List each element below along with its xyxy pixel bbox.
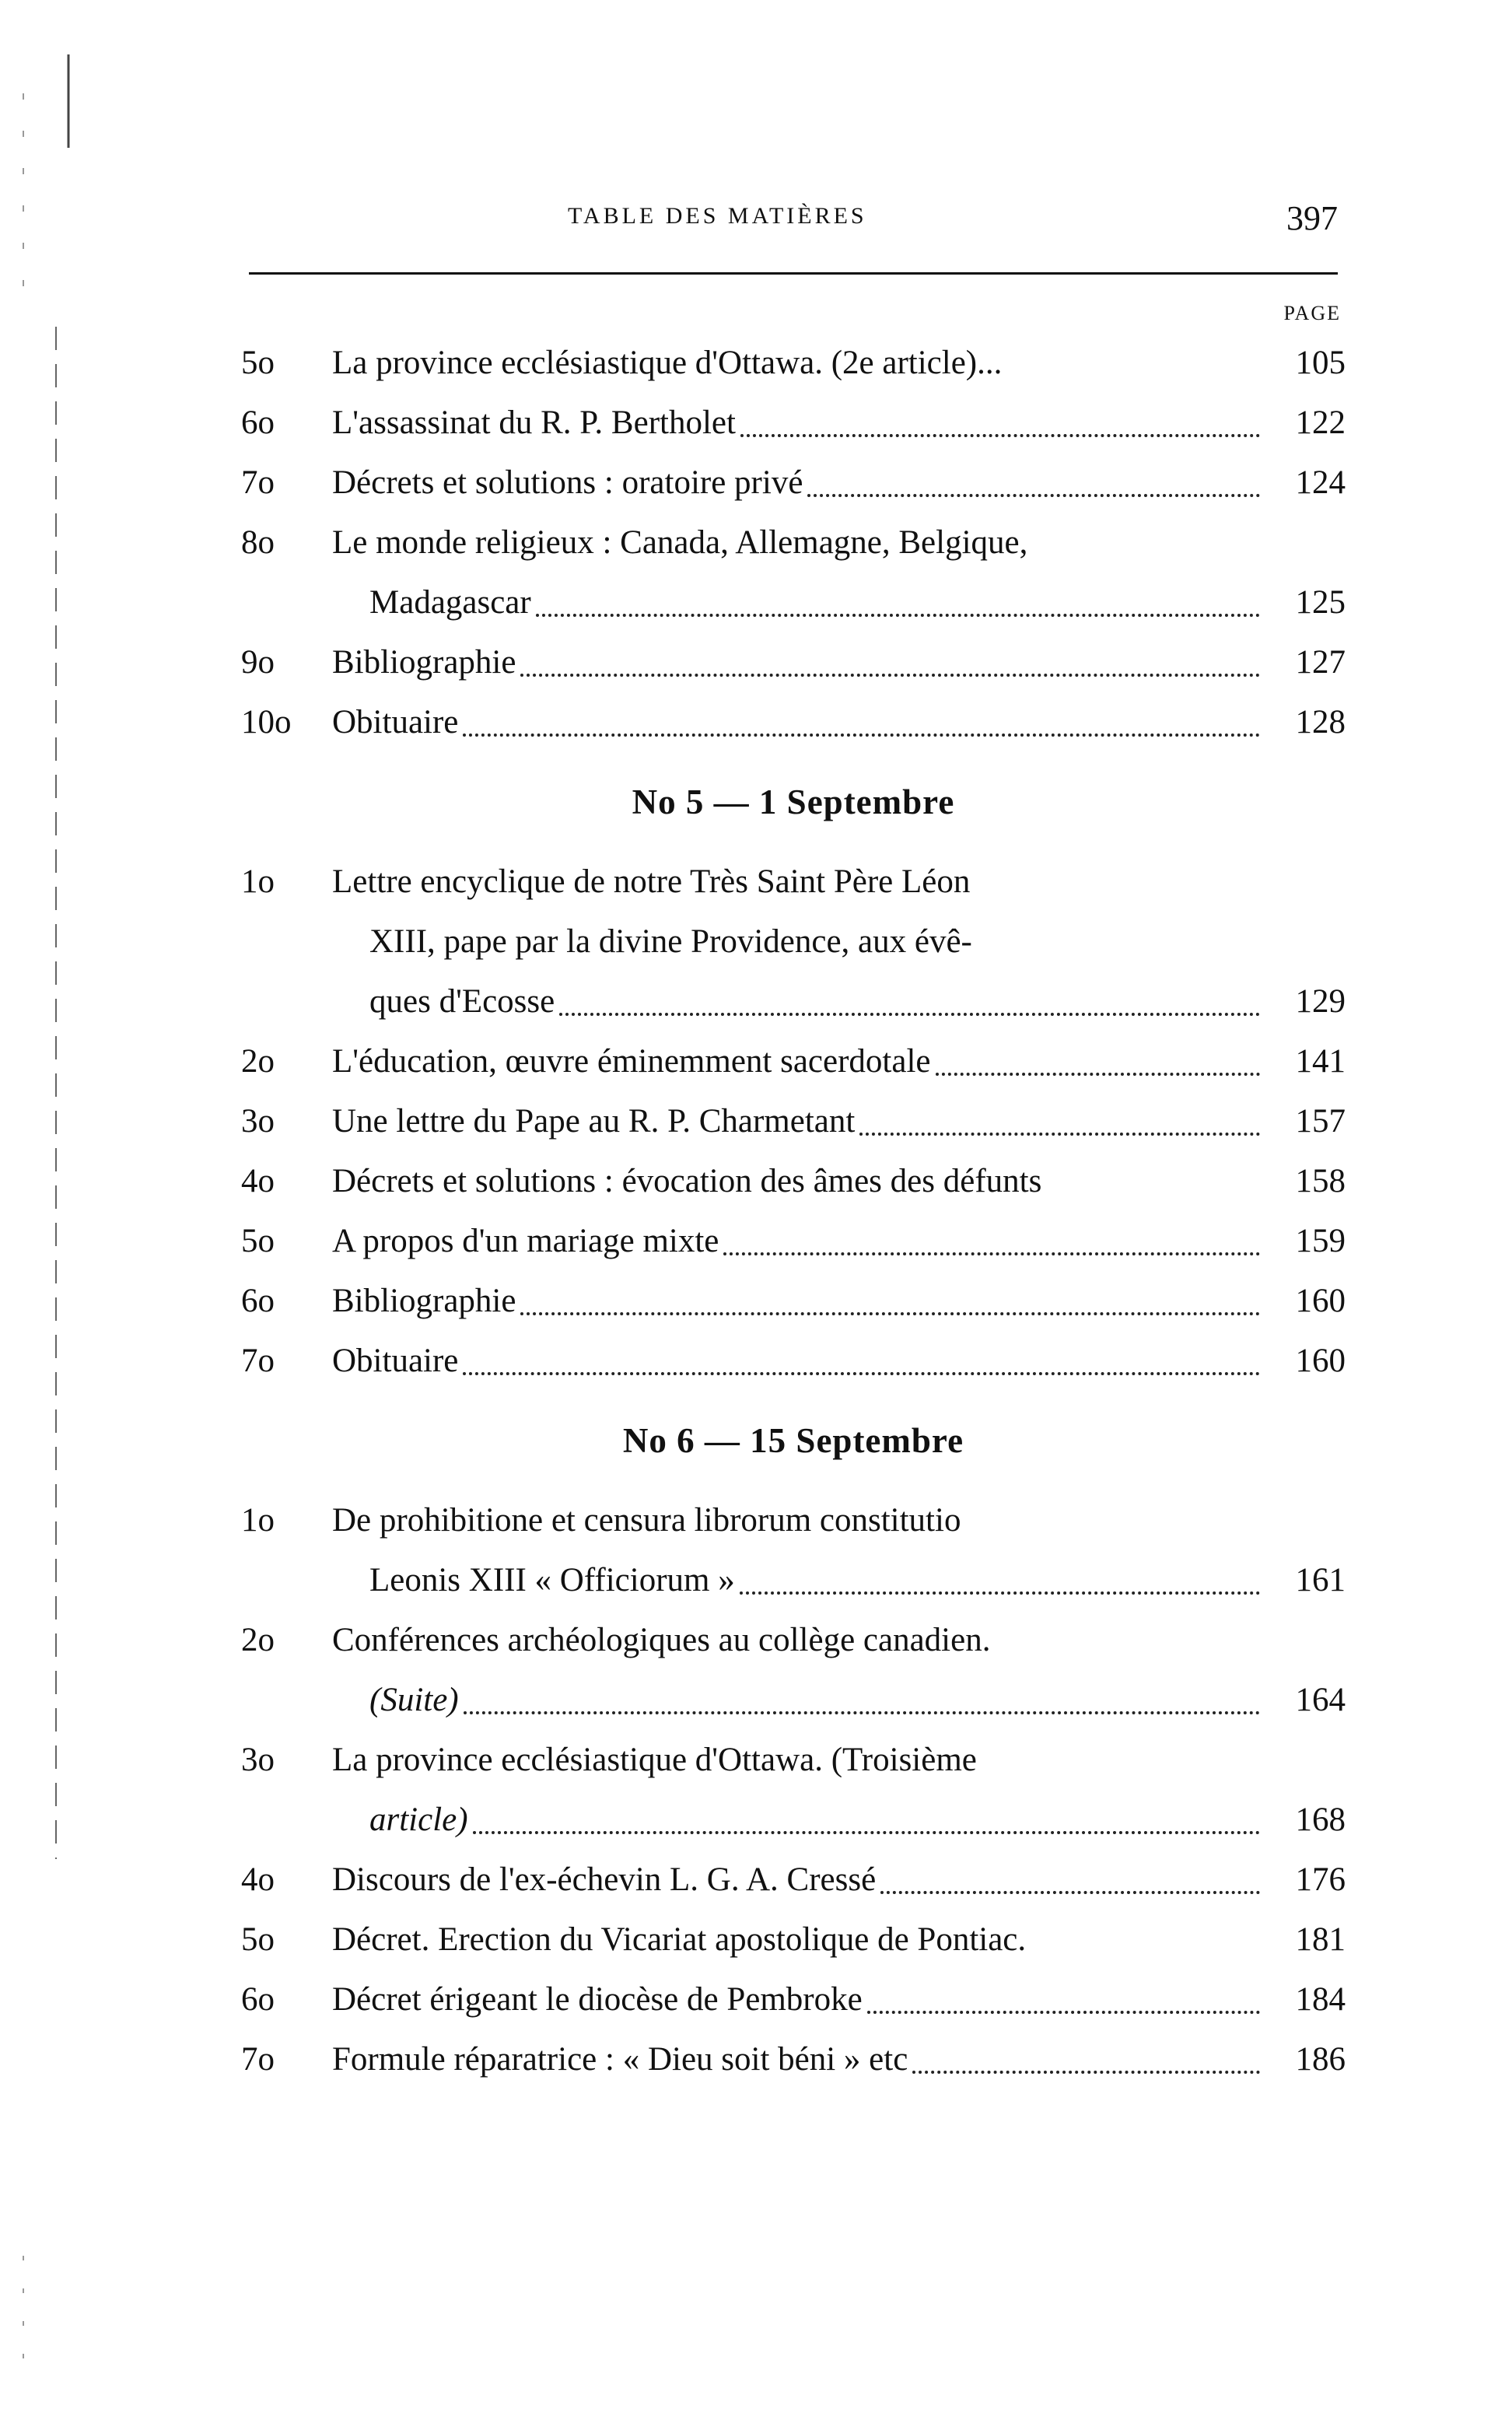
entry-number: 7o	[241, 2041, 275, 2078]
toc-entry-line	[241, 1031, 1346, 1091]
dot-leader	[463, 734, 1260, 737]
entry-number: 7o	[241, 1343, 275, 1379]
entry-number: 10o	[241, 704, 292, 741]
toc-entry-line	[241, 1151, 1346, 1211]
entry-page-number: 157	[1295, 1103, 1346, 1140]
page-number: 397	[1286, 199, 1338, 237]
entry-page-number: 161	[1295, 1562, 1346, 1598]
dot-leader	[723, 1252, 1260, 1255]
entry-title: article)	[369, 1801, 468, 1838]
gutter-marks	[0, 0, 70, 2409]
toc-entry-line	[241, 912, 1346, 972]
entry-page-number: 181	[1295, 1921, 1346, 1958]
entry-page-number: 128	[1295, 704, 1346, 741]
entry-title: Discours de l'ex-échevin L. G. A. Cressé	[332, 1861, 877, 1898]
dot-leader	[520, 1312, 1260, 1315]
entry-title: Bibliographie	[332, 1283, 516, 1319]
toc-entry-line	[241, 1850, 1346, 1910]
entry-number: 6o	[241, 1981, 275, 2018]
running-title: TABLE DES MATIÈRES	[568, 203, 867, 229]
entry-page-number: 158	[1295, 1163, 1346, 1199]
entry-number: 6o	[241, 1283, 275, 1319]
entry-title: Décret. Erection du Vicariat apostolique de Pontiac.	[332, 1921, 1027, 1958]
entry-number: 5o	[241, 1921, 275, 1958]
section-heading-no6: No 6 — 15 Septembre	[622, 1421, 964, 1460]
dot-leader	[463, 1372, 1260, 1375]
entry-title: Leonis XIII « Officiorum »	[369, 1562, 735, 1598]
toc-entry-line	[241, 333, 1346, 393]
toc-entry-line	[241, 1610, 1346, 1670]
entry-title: Décrets et solutions : oratoire privé	[332, 464, 803, 501]
entry-page-number: 186	[1295, 2041, 1346, 2078]
entry-title: L'éducation, œuvre éminemment sacerdotale	[332, 1043, 931, 1080]
entry-title: Le monde religieux : Canada, Allemagne, Belgique,	[332, 524, 1028, 561]
entry-title: Décret érigeant le diocèse de Pembroke	[332, 1981, 863, 2018]
toc-entry-line	[241, 632, 1346, 692]
entry-number: 2o	[241, 1622, 275, 1658]
entry-number: 5o	[241, 1223, 275, 1259]
toc-entry-line	[241, 972, 1346, 1031]
toc-entry-line	[241, 1790, 1346, 1850]
dot-leader	[740, 1591, 1260, 1595]
entry-title: L'assassinat du R. P. Bertholet	[332, 404, 736, 441]
page-header	[249, 198, 1338, 245]
entry-number: 1o	[241, 1502, 275, 1539]
entry-title: Une lettre du Pape au R. P. Charmetant	[332, 1103, 856, 1140]
dot-leader	[536, 614, 1260, 617]
entry-title: Obituaire	[332, 1343, 459, 1379]
entry-title: XIII, pape par la divine Providence, aux évê-	[369, 923, 972, 960]
dot-leader	[936, 1073, 1261, 1076]
entry-page-number: 129	[1295, 983, 1346, 1020]
entry-title: Décrets et solutions : évocation des âmes des défunts	[332, 1163, 1042, 1199]
toc-entry-line	[241, 1091, 1346, 1151]
entry-page-number: 159	[1295, 1223, 1346, 1259]
toc-section-1	[241, 333, 1346, 752]
table-of-contents	[241, 294, 1346, 2089]
entry-page-number: 164	[1295, 1682, 1346, 1718]
toc-entry-line	[241, 1970, 1346, 2029]
entry-number: 9o	[241, 644, 275, 681]
toc-section-3	[241, 1490, 1346, 2089]
page-column-label: PAGE	[1283, 302, 1341, 324]
dot-leader	[464, 1711, 1260, 1714]
dot-leader	[807, 494, 1260, 497]
entry-number: 3o	[241, 1103, 275, 1140]
dot-leader	[740, 434, 1260, 437]
toc-entry-line	[241, 572, 1346, 632]
toc-section-2	[241, 852, 1346, 1391]
entry-title: (Suite)	[369, 1682, 459, 1718]
entry-title: A propos d'un mariage mixte	[332, 1223, 719, 1259]
section-heading-no5: No 5 — 1 Septembre	[632, 783, 955, 821]
toc-entry-line	[241, 692, 1346, 752]
entry-title: Formule réparatrice : « Dieu soit béni » etc	[332, 2041, 908, 2078]
entry-page-number: 122	[1295, 404, 1346, 441]
entry-page-number: 184	[1295, 1981, 1346, 2018]
dot-leader	[867, 2011, 1260, 2014]
entry-title: Lettre encyclique de notre Très Saint Père Léon	[332, 863, 971, 900]
toc-entry-line	[241, 1211, 1346, 1271]
entry-page-number: 105	[1295, 345, 1346, 381]
entry-page-number: 124	[1295, 464, 1346, 501]
dot-leader	[912, 2071, 1260, 2074]
toc-entry-line	[241, 2029, 1346, 2089]
toc-entry-line	[241, 1670, 1346, 1730]
toc-entry-line	[241, 513, 1346, 572]
header-rule	[249, 272, 1338, 275]
entry-title: ques d'Ecosse	[369, 983, 555, 1020]
entry-page-number: 160	[1295, 1283, 1346, 1319]
entry-number: 8o	[241, 524, 275, 561]
entry-title: Madagascar	[369, 584, 531, 621]
toc-entry-line	[241, 1271, 1346, 1331]
entry-page-number: 176	[1295, 1861, 1346, 1898]
entry-page-number: 141	[1295, 1043, 1346, 1080]
toc-entry-line	[241, 1331, 1346, 1391]
entry-number: 1o	[241, 863, 275, 900]
entry-title: La province ecclésiastique d'Ottawa. (Troisième	[332, 1742, 977, 1778]
dot-leader	[473, 1831, 1260, 1834]
entry-number: 4o	[241, 1861, 275, 1898]
entry-number: 5o	[241, 345, 275, 381]
entry-page-number: 125	[1295, 584, 1346, 621]
dot-leader	[859, 1133, 1260, 1136]
toc-entry-line	[241, 1550, 1346, 1610]
entry-title: Conférences archéologiques au collège canadien.	[332, 1622, 991, 1658]
dot-leader	[880, 1891, 1260, 1894]
entry-title: Obituaire	[332, 704, 459, 741]
entry-number: 3o	[241, 1742, 275, 1778]
entry-number: 2o	[241, 1043, 275, 1080]
entry-page-number: 160	[1295, 1343, 1346, 1379]
entry-number: 7o	[241, 464, 275, 501]
toc-entry-line	[241, 1910, 1346, 1970]
entry-number: 6o	[241, 404, 275, 441]
entry-number: 4o	[241, 1163, 275, 1199]
toc-entry-line	[241, 1490, 1346, 1550]
toc-entry-line	[241, 852, 1346, 912]
toc-entry-line	[241, 393, 1346, 453]
toc-entry-line	[241, 1730, 1346, 1790]
entry-page-number: 127	[1295, 644, 1346, 681]
dot-leader	[559, 1013, 1260, 1016]
entry-title: La province ecclésiastique d'Ottawa. (2e article)...	[332, 345, 1003, 381]
dot-leader	[520, 674, 1260, 677]
entry-title: De prohibitione et censura librorum constitutio	[332, 1502, 961, 1539]
toc-entry-line	[241, 453, 1346, 513]
entry-title: Bibliographie	[332, 644, 516, 681]
entry-page-number: 168	[1295, 1801, 1346, 1838]
